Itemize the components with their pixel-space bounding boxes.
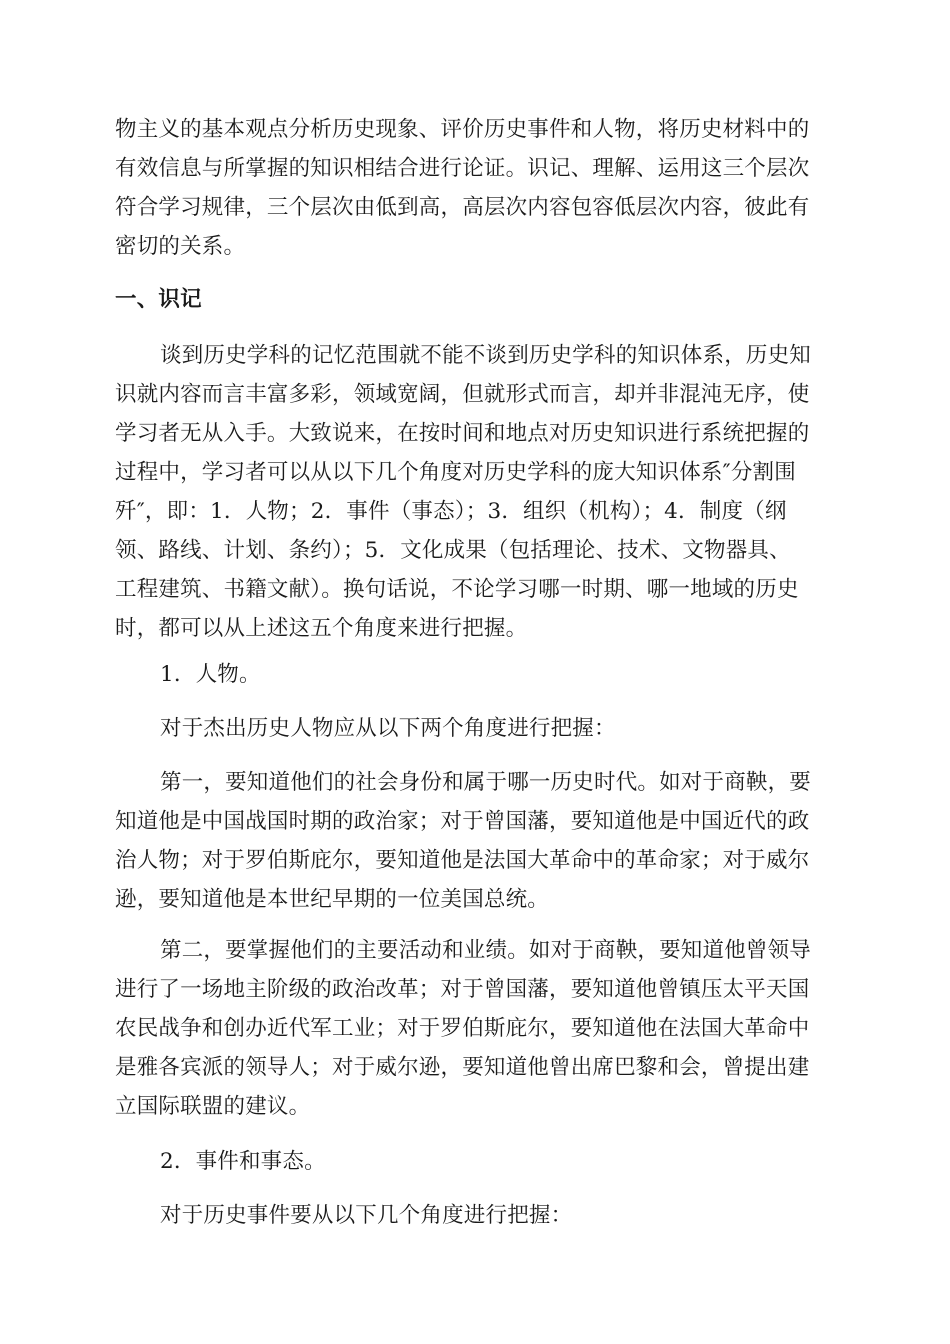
item-title: 1．人物。 (160, 662, 261, 687)
intro-line: 符合学习规律，三个层次由低到高，高层次内容包容低层次内容，彼此有 (115, 195, 810, 220)
paragraph-line: 谈到历史学科的记忆范围就不能不谈到历史学科的知识体系，历史知 (160, 343, 812, 368)
paragraph-line: 识就内容而言丰富多彩，领域宽阔，但就形式而言，却并非混沌无序，使 (115, 382, 810, 407)
paragraph-line: 立国际联盟的建议。 (115, 1094, 311, 1119)
intro-line: 有效信息与所掌握的知识相结合进行论证。识记、理解、运用这三个层次 (115, 156, 810, 181)
item-intro: 对于历史事件要从以下几个角度进行把握： (160, 1203, 573, 1228)
paragraph-line: 农民战争和创办近代军工业；对于罗伯斯庇尔，要知道他在法国大革命中 (115, 1016, 810, 1041)
paragraph-line: 工程建筑、书籍文献）。换句话说，不论学习哪一时期、哪一地域的历史 (115, 577, 799, 602)
paragraph-line: 第二，要掌握他们的主要活动和业绩。如对于商鞅，要知道他曾领导 (160, 938, 812, 963)
paragraph-line: 第一，要知道他们的社会身份和属于哪一历史时代。如对于商鞅，要 (160, 770, 812, 795)
paragraph-line: 进行了一场地主阶级的政治改革；对于曾国藩，要知道他曾镇压太平天国 (115, 977, 810, 1002)
paragraph-line: 是雅各宾派的领导人；对于威尔逊，要知道他曾出席巴黎和会，曾提出建 (115, 1055, 810, 1080)
item-intro: 对于杰出历史人物应从以下两个角度进行把握： (160, 716, 616, 741)
intro-line: 密切的关系。 (115, 234, 246, 259)
intro-line: 物主义的基本观点分析历史现象、评价历史事件和人物，将历史材料中的 (115, 117, 810, 142)
paragraph-line: 治人物；对于罗伯斯庇尔，要知道他是法国大革命中的革命家；对于威尔 (115, 848, 810, 873)
paragraph-line: 过程中，学习者可以从以下几个角度对历史学科的庞大知识体系″分割围 (115, 460, 796, 485)
paragraph-line: 学习者无从入手。大致说来，在按时间和地点对历史知识进行系统把握的 (115, 421, 810, 446)
paragraph-line: 歼″，即：1．人物；2．事件（事态）；3．组织（机构）；4．制度（纲 (115, 499, 787, 524)
section-heading: 一、识记 (115, 287, 202, 312)
paragraph-line: 逊，要知道他是本世纪早期的一位美国总统。 (115, 887, 550, 912)
paragraph-line: 知道他是中国战国时期的政治家；对于曾国藩，要知道他是中国近代的政 (115, 809, 810, 834)
paragraph-line: 领、路线、计划、条约）；5．文化成果（包括理论、技术、文物器具、 (115, 538, 791, 563)
item-title: 2．事件和事态。 (160, 1149, 326, 1174)
paragraph-line: 时，都可以从上述这五个角度来进行把握。 (115, 616, 528, 641)
